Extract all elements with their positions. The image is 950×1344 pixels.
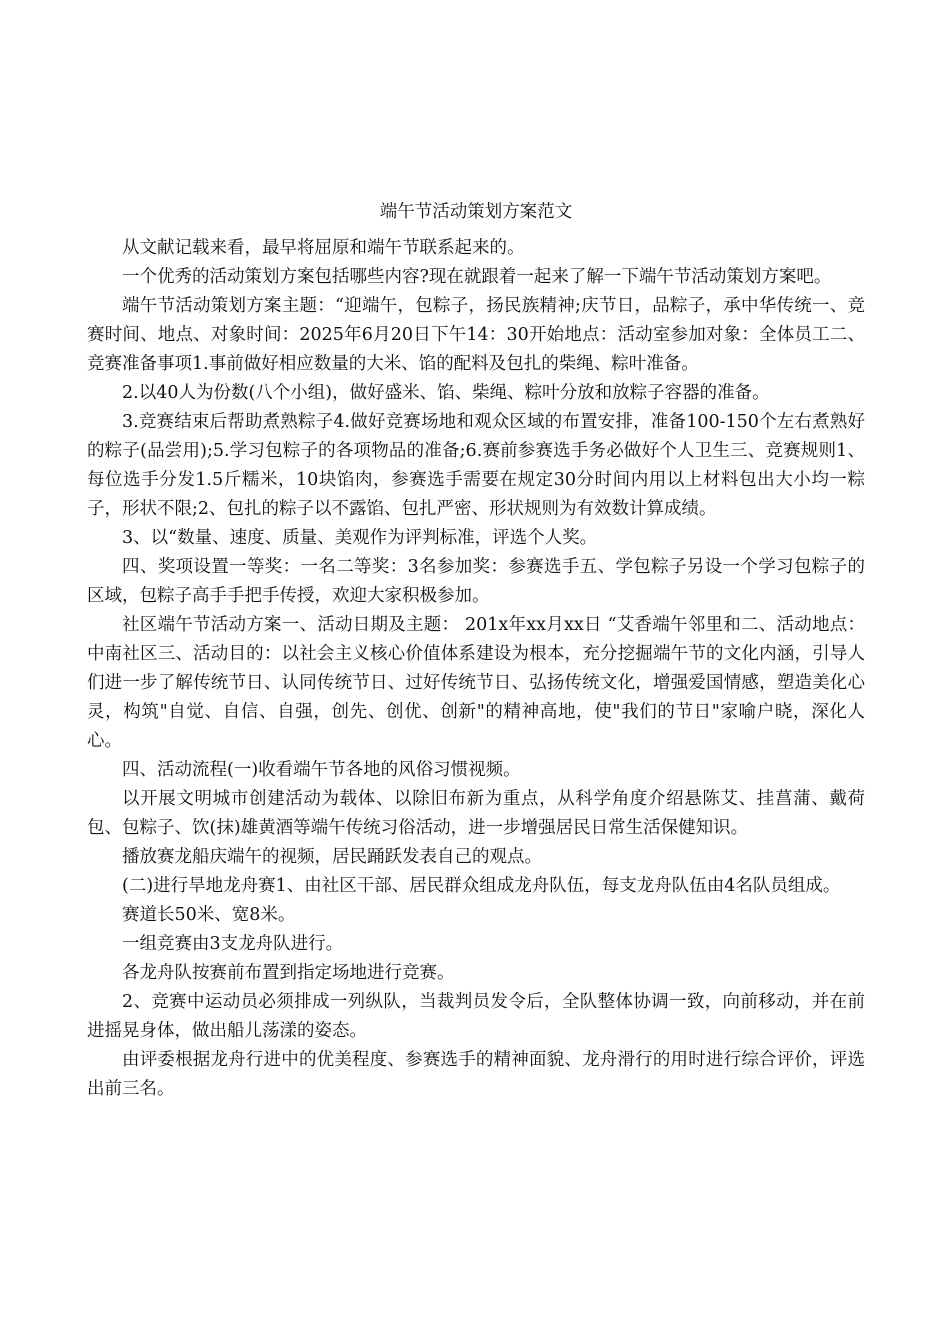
paragraph: 一个优秀的活动策划方案包括哪些内容?现在就跟着一起来了解一下端午节活动策划方案吧。 (122, 267, 832, 287)
document-page (87, 198, 865, 1104)
paragraph: 3.竞赛结束后帮助煮熟粽子4.做好竞赛场地和观众区域的布置安排，准备100-150个左右煮熟好的粽子(品尝用);5.学习包粽子的各项物品的准备;6.赛前参赛选手务必做好个人卫生三、竞赛规则1、每位选手分发1.5斤糯米，10块馅肉，参赛选手需要在规定30分时间内用以上材料包出大小均一粽子，形状不限;2、包扎的粽子以不露馅、包扎严密、形状规则为有效数计算成绩。 (87, 412, 865, 519)
paragraph: 端午节活动策划方案主题：“迎端午，包粽子，扬民族精神;庆节日，品粽子，承中华传统一、竞赛时间、地点、对象时间：2025年6月20日下午14：30开始地点：活动室参加对象：全体员工二、竞赛准备事项1.事前做好相应数量的大米、馅的配料及包扎的柴绳、粽叶准备。 (87, 296, 865, 374)
document-title: 端午节活动策划方案范文 (379, 202, 573, 222)
paragraph: 2、竞赛中运动员必须排成一列纵队，当裁判员发令后，全队整体协调一致，向前移动，并在前进摇晃身体，做出船儿荡漾的姿态。 (87, 992, 865, 1041)
paragraph: (二)进行旱地龙舟赛1、由社区干部、居民群众组成龙舟队伍，每支龙舟队伍由4名队员组成。 (122, 876, 841, 896)
paragraph: 社区端午节活动方案一、活动日期及主题： 201x年xx月xx日 “艾香端午邻里和二、活动地点：中南社区三、活动目的：以社会主义核心价值体系建设为根本，充分挖掘端午节的文化内涵，引导人们进一步了解传统节日、认同传统节日、过好传统节日、弘扬传统文化，增强爱国情感，塑造美化心灵，构筑"自觉、自信、自强，创先、创优、创新"的精神高地，使"我们的节日"家喻户晓，深化人心。 (87, 615, 865, 751)
paragraph: 各龙舟队按赛前布置到指定场地进行竞赛。 (122, 963, 455, 983)
paragraph: 四、活动流程(一)收看端午节各地的风俗习惯视频。 (122, 760, 521, 780)
paragraph: 四、奖项设置一等奖：一名二等奖：3名参加奖：参赛选手五、学包粽子另设一个学习包粽子的区域，包粽子高手手把手传授，欢迎大家积极参加。 (87, 557, 865, 606)
paragraph: 2.以40人为份数(八个小组)，做好盛米、馅、柴绳、粽叶分放和放粽子容器的准备。 (122, 383, 770, 403)
paragraph: 从文献记载来看，最早将屈原和端午节联系起来的。 (122, 238, 525, 258)
paragraph: 由评委根据龙舟行进中的优美程度、参赛选手的精神面貌、龙舟滑行的用时进行综合评价，评选出前三名。 (87, 1050, 865, 1099)
paragraph: 播放赛龙船庆端午的视频，居民踊跃发表自己的观点。 (122, 847, 542, 867)
paragraph: 3、以“数量、速度、质量、美观作为评判标准，评选个人奖。 (122, 528, 598, 548)
paragraph: 一组竞赛由3支龙舟队进行。 (122, 934, 344, 954)
paragraph: 以开展文明城市创建活动为载体、以除旧布新为重点，从科学角度介绍悬陈艾、挂菖蒲、戴荷包、包粽子、饮(抹)雄黄酒等端午传统习俗活动，进一步增强居民日常生活保健知识。 (87, 789, 865, 838)
paragraph: 赛道长50米、宽8米。 (122, 905, 296, 925)
